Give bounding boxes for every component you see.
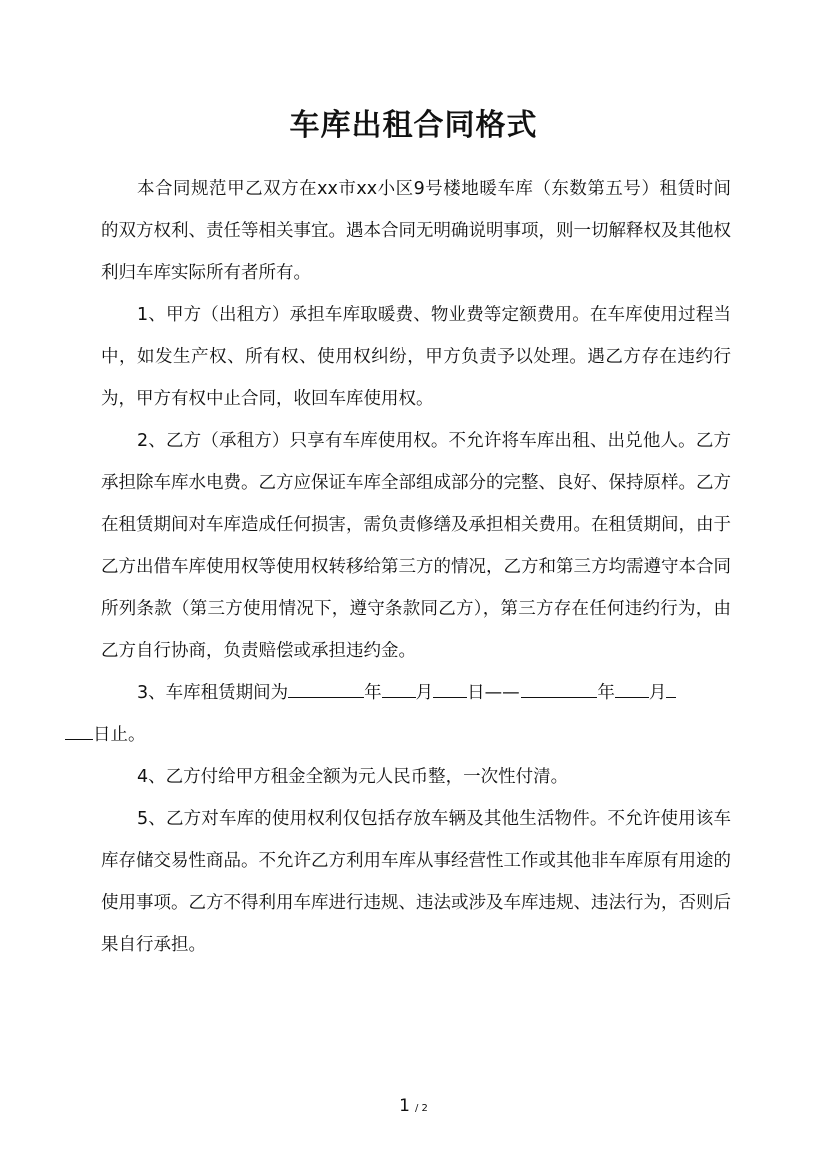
start-month-blank [382,680,416,699]
clause-4-paragraph: 4、乙方付给甲方租金全额为元人民币整，一次性付清。 [137,767,569,787]
clause-1-paragraph: 1、甲方（出租方）承担车库取暖费、物业费等定额费用。在车库使用过程当中，如发生产权、所有权、使用权纠纷，甲方负责予以处理。遇乙方存在违约行为，甲方有权中止合同，收回车库使用权。 [101,305,731,409]
intro-paragraph: 本合同规范甲乙双方在xx市xx小区9号楼地暖车库（东数第五号）租赁时间的双方权利、责任等相关事宜。遇本合同无明确说明事项，则一切解释权及其他权利归车库实际所有者所有。 [101,179,731,283]
start-year-label: 年 [364,683,382,703]
clause-3-paragraph [93,672,731,756]
start-day-blank [433,680,467,699]
page-number-total: / 2 [415,1103,428,1114]
document-body [93,168,731,966]
end-year-blank [521,680,597,699]
clause-2-paragraph: 2、乙方（承租方）只享有车库使用权。不允许将车库出租、出兑他人。乙方承担除车库水电费。乙方应保证车库全部组成部分的完整、良好、保持原样。乙方在租赁期间对车库造成任何损害，需负责修缮及承担相关费用。在租赁期间，由于乙方出借车库使用权等使用权转移给第三方的情况，乙方和第三方均需遵守本合同所列条款（第三方使用情况下，遵守条款同乙方），第三方存在任何违约行为，由乙方自行协商，负责赔偿或承担违约金。 [101,431,731,661]
clause-5-paragraph: 5、乙方对车库的使用权利仅包括存放车辆及其他生活物件。不允许使用该车库存储交易性商品。不允许乙方利用车库从事经营性工作或其他非车库原有用途的使用事项。乙方不得利用车库进行违规、违法或涉及车库违规、违法行为，否则后果自行承担。 [101,809,731,955]
end-day-blank-b [65,722,93,741]
document-title: 车库出租合同格式 [289,108,538,143]
start-month-label: 月 [415,683,434,703]
page-number-current: 1 [399,1096,410,1116]
end-month-label: 月 [648,683,667,703]
end-month-blank [615,680,649,699]
clause-3-prefix: 3、车库租赁期间为 [137,683,289,703]
end-day-label: 日止。 [93,725,146,745]
end-year-label: 年 [597,683,615,703]
start-day-label: 日—— [467,683,520,703]
page-number [0,1096,827,1116]
end-day-blank-a [666,680,676,699]
start-year-blank [288,680,364,699]
